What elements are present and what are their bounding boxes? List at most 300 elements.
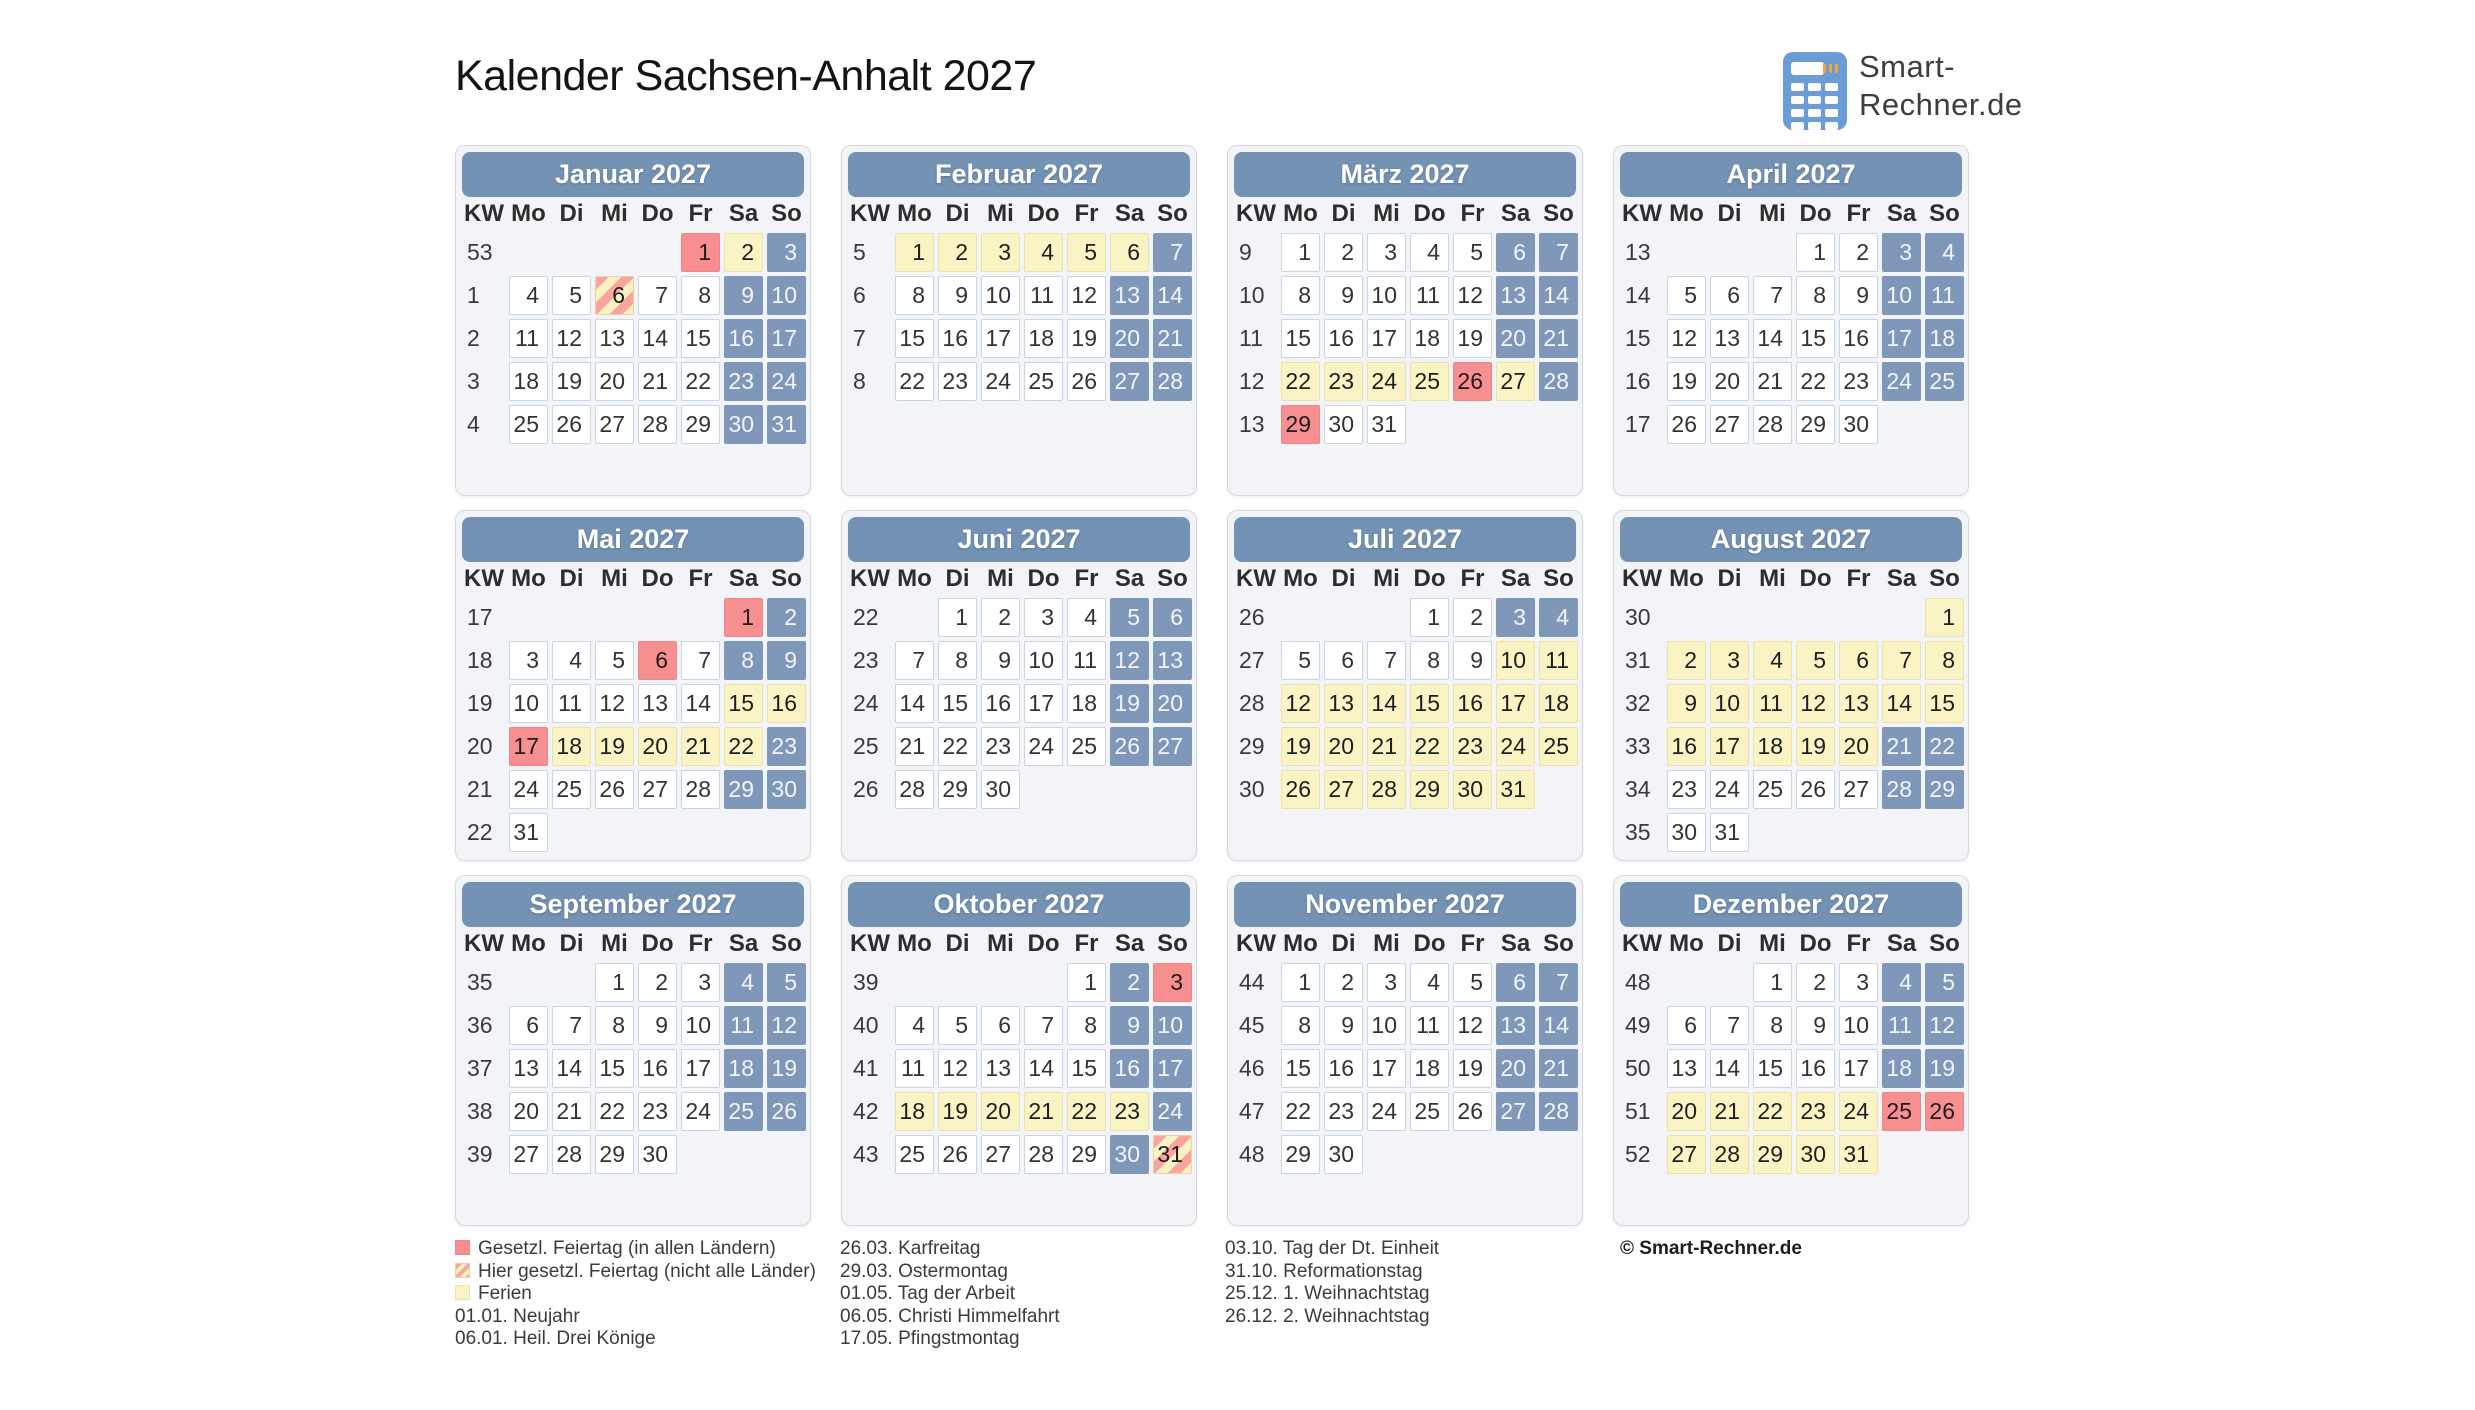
day-cell: 14 — [1753, 319, 1792, 358]
day-cell: 13 — [1667, 1049, 1706, 1088]
day-cell-empty — [1925, 1135, 1964, 1174]
day-cell: 23 — [1796, 1092, 1835, 1131]
day-cell: 18 — [1925, 319, 1964, 358]
weekday-header-mi: Mi — [1373, 930, 1400, 957]
week-number: 35 — [467, 969, 493, 995]
weekday-header-do: Do — [1413, 200, 1446, 227]
holiday-entry: 29.03. Ostermontag — [840, 1260, 1008, 1282]
month-panel — [1227, 510, 1583, 861]
weekday-header-mo: Mo — [897, 565, 932, 592]
day-cell: 17 — [1882, 319, 1921, 358]
week-number: 23 — [853, 647, 879, 673]
day-cell: 4 — [1067, 598, 1106, 637]
day-cell: 10 — [1367, 276, 1406, 315]
day-cell: 22 — [681, 362, 720, 401]
day-cell: 3 — [1024, 598, 1063, 637]
weekday-header-fr: Fr — [1074, 200, 1099, 227]
day-cell: 7 — [681, 641, 720, 680]
day-cell: 13 — [509, 1049, 548, 1088]
day-cell-empty — [1410, 1135, 1449, 1174]
day-cell: 15 — [1410, 684, 1449, 723]
day-cell: 22 — [595, 1092, 634, 1131]
day-cell: 9 — [767, 641, 806, 680]
legend-item: Gesetzl. Feiertag (in allen Ländern) — [455, 1238, 816, 1261]
day-cell-empty — [681, 813, 720, 852]
day-cell: 11 — [1024, 276, 1063, 315]
week-number: 20 — [467, 733, 493, 759]
day-cell: 29 — [1925, 770, 1964, 809]
day-cell: 23 — [1324, 1092, 1363, 1131]
day-cell: 21 — [895, 727, 934, 766]
day-cell-empty — [595, 233, 634, 272]
logo-text-line1: Smart- — [1859, 49, 1955, 84]
day-cell: 18 — [1024, 319, 1063, 358]
day-cell-empty — [767, 1135, 806, 1174]
month-panel — [841, 875, 1197, 1226]
day-cell: 16 — [1110, 1049, 1149, 1088]
week-number: 25 — [853, 733, 879, 759]
day-cell: 4 — [1539, 598, 1578, 637]
day-cell: 14 — [1710, 1049, 1749, 1088]
day-cell: 4 — [724, 963, 763, 1002]
week-number: 30 — [1239, 776, 1265, 802]
weekday-header-di: Di — [559, 200, 584, 227]
weekday-header-fr: Fr — [1846, 200, 1871, 227]
day-cell: 11 — [1410, 276, 1449, 315]
day-cell: 29 — [1753, 1135, 1792, 1174]
week-number: 22 — [467, 819, 493, 845]
day-cell: 16 — [724, 319, 763, 358]
day-cell-empty — [724, 1135, 763, 1174]
day-cell: 24 — [1024, 727, 1063, 766]
week-number: 38 — [467, 1098, 493, 1124]
day-cell: 1 — [895, 233, 934, 272]
day-cell: 5 — [552, 276, 591, 315]
day-cell: 25 — [1067, 727, 1106, 766]
weekday-header-do: Do — [1799, 200, 1832, 227]
day-cell: 28 — [895, 770, 934, 809]
day-cell: 17 — [681, 1049, 720, 1088]
day-cell: 9 — [981, 641, 1020, 680]
day-cell: 17 — [509, 727, 548, 766]
day-cell-empty — [1024, 770, 1063, 809]
month-title: April 2027 — [1620, 152, 1962, 197]
day-cell: 17 — [1367, 1049, 1406, 1088]
month-table — [1614, 927, 1968, 1174]
day-cell: 25 — [1539, 727, 1578, 766]
day-cell: 22 — [1796, 362, 1835, 401]
day-cell: 15 — [724, 684, 763, 723]
day-cell: 9 — [638, 1006, 677, 1045]
day-cell: 22 — [1410, 727, 1449, 766]
day-cell: 14 — [681, 684, 720, 723]
weekday-header-fr: Fr — [688, 565, 713, 592]
day-cell: 4 — [1753, 641, 1792, 680]
day-cell-empty — [1281, 598, 1320, 637]
weekday-header-so: So — [771, 930, 802, 957]
day-cell-empty — [1324, 598, 1363, 637]
day-cell: 9 — [1324, 1006, 1363, 1045]
day-cell: 6 — [1110, 233, 1149, 272]
weekday-header-di: Di — [945, 200, 970, 227]
week-number: 48 — [1625, 969, 1651, 995]
week-number: 28 — [1239, 690, 1265, 716]
day-cell: 21 — [638, 362, 677, 401]
day-cell: 16 — [1796, 1049, 1835, 1088]
holiday-entry: 26.03. Karfreitag — [840, 1238, 981, 1259]
day-cell: 20 — [1324, 727, 1363, 766]
day-cell: 1 — [1753, 963, 1792, 1002]
week-number: 7 — [853, 325, 866, 351]
weekday-header-so: So — [1543, 930, 1574, 957]
legend-item: Ferien — [455, 1283, 816, 1306]
day-cell: 9 — [1453, 641, 1492, 680]
day-cell-empty — [895, 598, 934, 637]
day-cell: 29 — [1796, 405, 1835, 444]
day-cell-empty — [1539, 405, 1578, 444]
day-cell: 15 — [1925, 684, 1964, 723]
week-number: 42 — [853, 1098, 879, 1124]
weekday-header-mo: Mo — [1669, 565, 1704, 592]
weekday-header-di: Di — [945, 565, 970, 592]
weekday-header-sa: Sa — [1114, 565, 1145, 592]
day-cell: 14 — [895, 684, 934, 723]
day-cell: 11 — [895, 1049, 934, 1088]
day-cell: 3 — [1496, 598, 1535, 637]
day-cell: 6 — [1496, 233, 1535, 272]
week-number: 14 — [1625, 282, 1651, 308]
day-cell: 7 — [1367, 641, 1406, 680]
copyright: © Smart-Rechner.de — [1620, 1238, 1802, 1259]
day-cell: 22 — [1281, 362, 1320, 401]
day-cell: 23 — [724, 362, 763, 401]
day-cell: 20 — [1710, 362, 1749, 401]
weekday-header-di: Di — [945, 930, 970, 957]
weekday-header-di: Di — [1717, 200, 1742, 227]
day-cell: 12 — [595, 684, 634, 723]
calculator-keys — [1791, 83, 1838, 130]
day-cell-empty — [1153, 770, 1192, 809]
day-cell: 18 — [1410, 319, 1449, 358]
day-cell-empty — [981, 963, 1020, 1002]
week-number: 51 — [1625, 1098, 1651, 1124]
day-cell-empty — [895, 963, 934, 1002]
day-cell: 24 — [981, 362, 1020, 401]
day-cell: 12 — [767, 1006, 806, 1045]
week-number: 26 — [853, 776, 879, 802]
day-cell: 11 — [1410, 1006, 1449, 1045]
day-cell: 14 — [1153, 276, 1192, 315]
day-cell: 26 — [552, 405, 591, 444]
month-title: Juni 2027 — [848, 517, 1190, 562]
day-cell: 21 — [1539, 1049, 1578, 1088]
day-cell: 24 — [767, 362, 806, 401]
day-cell: 12 — [1667, 319, 1706, 358]
smart-rechner-logo — [1783, 50, 2043, 132]
day-cell: 15 — [1796, 319, 1835, 358]
weekday-header-so: So — [771, 565, 802, 592]
week-number: 47 — [1239, 1098, 1265, 1124]
week-number: 12 — [1239, 368, 1265, 394]
day-cell: 14 — [1024, 1049, 1063, 1088]
weekday-header-mi: Mi — [601, 930, 628, 957]
month-table — [842, 197, 1196, 401]
day-cell: 5 — [1067, 233, 1106, 272]
day-cell: 6 — [638, 641, 677, 680]
day-cell: 20 — [1839, 727, 1878, 766]
day-cell: 10 — [981, 276, 1020, 315]
week-number: 33 — [1625, 733, 1651, 759]
week-number: 5 — [853, 239, 866, 265]
weekday-header-mi: Mi — [1373, 565, 1400, 592]
day-cell: 3 — [1367, 963, 1406, 1002]
day-cell: 17 — [767, 319, 806, 358]
day-cell: 27 — [1496, 362, 1535, 401]
weekday-header-so: So — [1543, 565, 1574, 592]
week-number: 8 — [853, 368, 866, 394]
weekday-header-kw: KW — [1236, 200, 1276, 227]
day-cell: 14 — [1882, 684, 1921, 723]
day-cell: 5 — [1453, 963, 1492, 1002]
day-cell: 30 — [1110, 1135, 1149, 1174]
month-panel — [841, 510, 1197, 861]
week-number: 17 — [1625, 411, 1651, 437]
day-cell: 11 — [1925, 276, 1964, 315]
week-number: 4 — [467, 411, 480, 437]
weekday-header-mi: Mi — [987, 565, 1014, 592]
weekday-header-di: Di — [1331, 200, 1356, 227]
day-cell: 10 — [1024, 641, 1063, 680]
day-cell: 31 — [1367, 405, 1406, 444]
day-cell: 8 — [895, 276, 934, 315]
weekday-header-do: Do — [1799, 930, 1832, 957]
day-cell: 12 — [1453, 1006, 1492, 1045]
day-cell: 1 — [1067, 963, 1106, 1002]
day-cell: 28 — [681, 770, 720, 809]
weekday-header-mo: Mo — [1283, 565, 1318, 592]
month-title: August 2027 — [1620, 517, 1962, 562]
day-cell: 28 — [552, 1135, 591, 1174]
month-title: November 2027 — [1234, 882, 1576, 927]
day-cell-empty — [552, 813, 591, 852]
day-cell: 28 — [1539, 362, 1578, 401]
week-number: 32 — [1625, 690, 1651, 716]
weekday-header-do: Do — [1413, 930, 1446, 957]
week-number: 19 — [467, 690, 493, 716]
day-cell: 9 — [938, 276, 977, 315]
weekday-header-do: Do — [1027, 930, 1060, 957]
day-cell: 15 — [1281, 319, 1320, 358]
month-panel — [1613, 145, 1969, 496]
week-number: 40 — [853, 1012, 879, 1038]
day-cell: 10 — [681, 1006, 720, 1045]
day-cell: 26 — [1281, 770, 1320, 809]
day-cell: 12 — [1067, 276, 1106, 315]
day-cell: 2 — [1796, 963, 1835, 1002]
months-grid — [455, 145, 1969, 1226]
day-cell: 6 — [1324, 641, 1363, 680]
day-cell: 24 — [1153, 1092, 1192, 1131]
day-cell-empty — [938, 963, 977, 1002]
week-number: 39 — [853, 969, 879, 995]
day-cell: 4 — [1024, 233, 1063, 272]
month-table — [456, 562, 810, 852]
day-cell: 25 — [1410, 1092, 1449, 1131]
day-cell: 20 — [1110, 319, 1149, 358]
day-cell-empty — [638, 813, 677, 852]
week-number: 13 — [1625, 239, 1651, 265]
day-cell: 20 — [1496, 319, 1535, 358]
weekday-header-kw: KW — [850, 565, 890, 592]
logo-text — [1859, 48, 2023, 124]
day-cell: 27 — [509, 1135, 548, 1174]
day-cell: 7 — [1024, 1006, 1063, 1045]
day-cell: 19 — [1067, 319, 1106, 358]
weekday-header-mo: Mo — [511, 565, 546, 592]
day-cell: 25 — [1753, 770, 1792, 809]
day-cell: 1 — [724, 598, 763, 637]
day-cell: 14 — [1539, 1006, 1578, 1045]
day-cell: 22 — [1067, 1092, 1106, 1131]
day-cell-empty — [1710, 233, 1749, 272]
day-cell: 15 — [1753, 1049, 1792, 1088]
weekday-header-mo: Mo — [511, 200, 546, 227]
day-cell: 30 — [981, 770, 1020, 809]
day-cell: 23 — [767, 727, 806, 766]
day-cell-empty — [1367, 598, 1406, 637]
day-cell: 27 — [1110, 362, 1149, 401]
weekday-header-so: So — [1543, 200, 1574, 227]
day-cell: 23 — [1839, 362, 1878, 401]
weekday-header-sa: Sa — [1500, 565, 1531, 592]
weekday-header-kw: KW — [464, 565, 504, 592]
day-cell: 23 — [1453, 727, 1492, 766]
weekday-header-fr: Fr — [1846, 930, 1871, 957]
day-cell: 8 — [1925, 641, 1964, 680]
day-cell: 6 — [1153, 598, 1192, 637]
day-cell: 4 — [1882, 963, 1921, 1002]
month-table — [1614, 562, 1968, 852]
day-cell: 6 — [981, 1006, 1020, 1045]
day-cell: 5 — [1925, 963, 1964, 1002]
weekday-header-sa: Sa — [1886, 930, 1917, 957]
weekday-header-fr: Fr — [1460, 565, 1485, 592]
day-cell: 4 — [509, 276, 548, 315]
day-cell: 21 — [1882, 727, 1921, 766]
week-number: 36 — [467, 1012, 493, 1038]
day-cell: 29 — [1281, 405, 1320, 444]
day-cell: 8 — [938, 641, 977, 680]
day-cell: 16 — [767, 684, 806, 723]
week-number: 21 — [467, 776, 493, 802]
weekday-header-sa: Sa — [728, 200, 759, 227]
day-cell: 6 — [1710, 276, 1749, 315]
day-cell: 24 — [1882, 362, 1921, 401]
day-cell: 28 — [1882, 770, 1921, 809]
day-cell: 30 — [1839, 405, 1878, 444]
day-cell: 16 — [1667, 727, 1706, 766]
day-cell: 12 — [552, 319, 591, 358]
weekday-header-so: So — [1157, 565, 1188, 592]
day-cell: 19 — [595, 727, 634, 766]
day-cell: 26 — [1067, 362, 1106, 401]
weekday-header-sa: Sa — [1886, 565, 1917, 592]
day-cell: 20 — [595, 362, 634, 401]
day-cell-empty — [1453, 1135, 1492, 1174]
day-cell-empty — [1925, 405, 1964, 444]
month-title: Februar 2027 — [848, 152, 1190, 197]
day-cell: 18 — [552, 727, 591, 766]
day-cell: 28 — [1753, 405, 1792, 444]
week-number: 46 — [1239, 1055, 1265, 1081]
day-cell: 23 — [1324, 362, 1363, 401]
weekday-header-mo: Mo — [511, 930, 546, 957]
day-cell: 26 — [1796, 770, 1835, 809]
day-cell: 7 — [1753, 276, 1792, 315]
day-cell: 20 — [509, 1092, 548, 1131]
week-number: 48 — [1239, 1141, 1265, 1167]
day-cell: 5 — [1281, 641, 1320, 680]
day-cell: 1 — [1925, 598, 1964, 637]
day-cell: 17 — [1710, 727, 1749, 766]
day-cell: 21 — [681, 727, 720, 766]
day-cell-empty — [1453, 405, 1492, 444]
day-cell: 18 — [1539, 684, 1578, 723]
month-title: Mai 2027 — [462, 517, 804, 562]
day-cell-empty — [509, 598, 548, 637]
day-cell: 8 — [681, 276, 720, 315]
month-title: Oktober 2027 — [848, 882, 1190, 927]
weekday-header-di: Di — [1331, 930, 1356, 957]
month-panel — [455, 875, 811, 1226]
day-cell: 20 — [638, 727, 677, 766]
day-cell: 14 — [1367, 684, 1406, 723]
day-cell: 25 — [1024, 362, 1063, 401]
day-cell: 7 — [638, 276, 677, 315]
day-cell: 18 — [724, 1049, 763, 1088]
day-cell: 7 — [895, 641, 934, 680]
day-cell: 9 — [1667, 684, 1706, 723]
weekday-header-do: Do — [641, 200, 674, 227]
day-cell: 22 — [895, 362, 934, 401]
day-cell: 9 — [1796, 1006, 1835, 1045]
week-number: 39 — [467, 1141, 493, 1167]
day-cell: 21 — [1153, 319, 1192, 358]
day-cell: 10 — [1710, 684, 1749, 723]
day-cell: 26 — [1110, 727, 1149, 766]
day-cell-empty — [1796, 813, 1835, 852]
weekday-header-sa: Sa — [1114, 930, 1145, 957]
day-cell: 21 — [1024, 1092, 1063, 1131]
day-cell: 2 — [1667, 641, 1706, 680]
day-cell-empty — [1882, 813, 1921, 852]
day-cell: 19 — [1796, 727, 1835, 766]
week-number: 26 — [1239, 604, 1265, 630]
holiday-entry: 01.01. Neujahr — [455, 1305, 580, 1327]
weekday-header-kw: KW — [850, 200, 890, 227]
month-panel — [841, 145, 1197, 496]
day-cell: 1 — [1281, 963, 1320, 1002]
day-cell: 19 — [1281, 727, 1320, 766]
holiday-entry: 31.10. Reformationstag — [1225, 1260, 1423, 1282]
day-cell: 3 — [509, 641, 548, 680]
day-cell-empty — [1667, 598, 1706, 637]
day-cell-empty — [595, 813, 634, 852]
weekday-header-do: Do — [1027, 565, 1060, 592]
month-panel — [455, 510, 811, 861]
day-cell: 2 — [724, 233, 763, 272]
weekday-header-sa: Sa — [1500, 200, 1531, 227]
